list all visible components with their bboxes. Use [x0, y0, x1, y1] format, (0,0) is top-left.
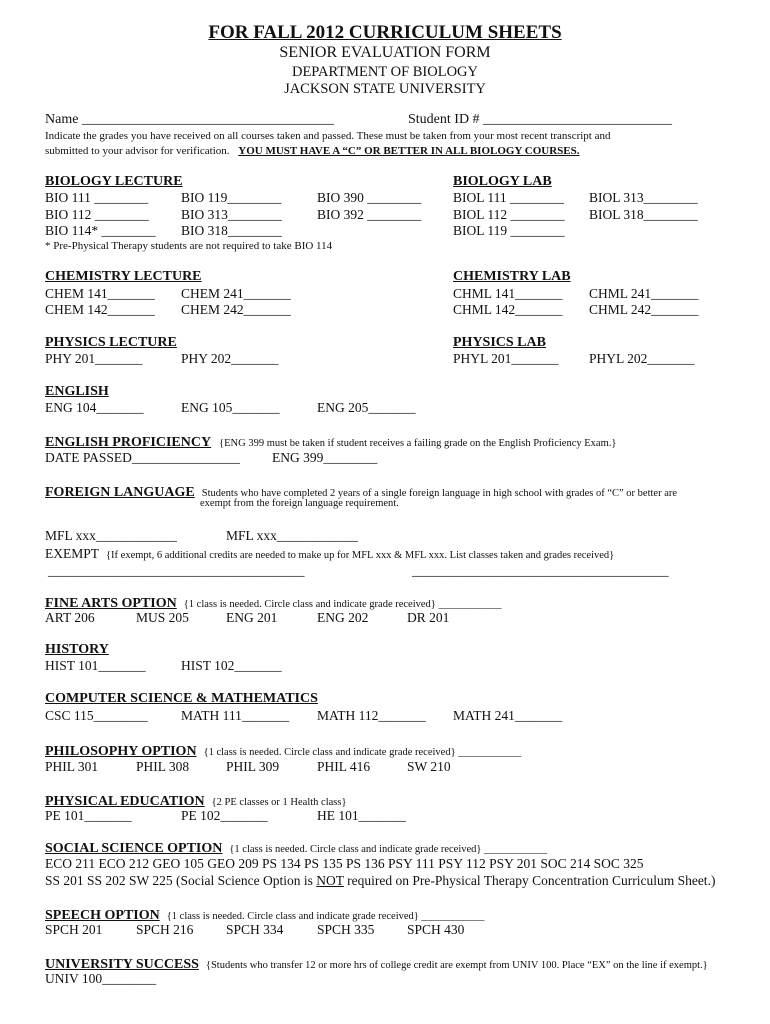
social-science-courses-1[interactable]: ECO 211 ECO 212 GEO 105 GEO 209 PS 134 PS 135 PS 136 PSY 111 PSY 112 PSY 201 SOC 214 SOC 325 — [45, 856, 644, 871]
fine-arts-note: {1 class is needed. Circle class and indicate grade received} ____________ — [183, 599, 502, 610]
math-111[interactable]: MATH 111_______ — [181, 708, 290, 723]
chml-142[interactable]: CHML 142_______ — [453, 302, 563, 317]
eng-202[interactable]: ENG 202 — [317, 610, 369, 625]
philosophy-row — [45, 742, 521, 760]
chem-141[interactable]: CHEM 141_______ — [45, 286, 155, 301]
spch-201[interactable]: SPCH 201 — [45, 922, 103, 937]
instructions-emphasis: YOU MUST HAVE A “C” OR BETTER IN ALL BIOLOGY COURSES. — [238, 145, 580, 157]
mfl-1[interactable]: MFL xxx____________ — [45, 528, 177, 543]
english-proficiency-row — [45, 433, 616, 451]
pe-heading: PHYSICAL EDUCATION — [45, 794, 205, 809]
eng-205[interactable]: ENG 205_______ — [317, 400, 416, 415]
csm-heading: COMPUTER SCIENCE & MATHEMATICS — [45, 691, 318, 706]
history-heading: HISTORY — [45, 642, 109, 657]
instructions-text: submitted to your advisor for verification. — [45, 145, 230, 157]
spch-216[interactable]: SPCH 216 — [136, 922, 194, 937]
eng-201[interactable]: ENG 201 — [226, 610, 278, 625]
phy-201[interactable]: PHY 201_______ — [45, 351, 143, 366]
biology-footnote: * Pre-Physical Therapy students are not required to take BIO 114 — [45, 240, 333, 252]
chml-141[interactable]: CHML 141_______ — [453, 286, 563, 301]
chml-241[interactable]: CHML 241_______ — [589, 286, 699, 301]
bio-119[interactable]: BIO 119________ — [181, 190, 282, 205]
art-206[interactable]: ART 206 — [45, 610, 95, 625]
exempt-row — [45, 545, 614, 563]
bio-114[interactable]: BIO 114* ________ — [45, 223, 156, 238]
dr-201[interactable]: DR 201 — [407, 610, 450, 625]
eng-105[interactable]: ENG 105_______ — [181, 400, 280, 415]
phy-202[interactable]: PHY 202_______ — [181, 351, 279, 366]
bio-390[interactable]: BIO 390 ________ — [317, 190, 422, 205]
social-science-courses-2a: SS 201 SS 202 SW 225 (Social Science Option is — [45, 873, 313, 888]
physics-lecture-heading: PHYSICS LECTURE — [45, 335, 177, 350]
university-success-heading: UNIVERSITY SUCCESS — [45, 957, 199, 972]
form-subtitle: SENIOR EVALUATION FORM — [279, 44, 491, 61]
instructions-line-1: Indicate the grades you have received on all courses taken and passed. These must be taken from your most recent transcript and — [45, 130, 611, 142]
not-emphasis: NOT — [316, 873, 344, 888]
biol-313[interactable]: BIOL 313________ — [589, 190, 698, 205]
philosophy-heading: PHILOSOPHY OPTION — [45, 744, 197, 759]
hist-102[interactable]: HIST 102_______ — [181, 658, 282, 673]
mus-205[interactable]: MUS 205 — [136, 610, 189, 625]
foreign-language-note: Students who have completed 2 years of a single foreign language in high school with grades of “C” or better are — [201, 488, 678, 499]
math-241[interactable]: MATH 241_______ — [453, 708, 563, 723]
page-title: FOR FALL 2012 CURRICULUM SHEETS — [208, 22, 562, 43]
phil-416[interactable]: PHIL 416 — [317, 759, 371, 774]
speech-heading: SPEECH OPTION — [45, 908, 160, 923]
university-name: JACKSON STATE UNIVERSITY — [284, 81, 486, 97]
phil-309[interactable]: PHIL 309 — [226, 759, 280, 774]
student-id-field[interactable]: Student ID # ___________________________ — [408, 112, 673, 127]
social-science-courses-2[interactable] — [45, 873, 715, 889]
eng-399[interactable]: ENG 399________ — [272, 450, 378, 465]
university-success-note: {Students who transfer 12 or more hrs of college credit are exempt from UNIV 100. Place “EX” on the line if exempt.} — [205, 960, 708, 971]
social-science-row — [45, 839, 547, 857]
pe-101[interactable]: PE 101_______ — [45, 808, 132, 823]
exempt-note: {If exempt, 6 additional credits are needed to make up for MFL xxx & MFL xxx. List classes taken and grades received} — [106, 550, 615, 561]
univ-100[interactable]: UNIV 100________ — [45, 971, 157, 986]
biology-lecture-heading: BIOLOGY LECTURE — [45, 174, 183, 189]
biol-318[interactable]: BIOL 318________ — [589, 207, 698, 222]
hist-101[interactable]: HIST 101_______ — [45, 658, 146, 673]
chem-242[interactable]: CHEM 242_______ — [181, 302, 291, 317]
csc-115[interactable]: CSC 115________ — [45, 708, 148, 723]
exempt-line-right[interactable]: ______________________________________ — [412, 563, 669, 578]
bio-392[interactable]: BIO 392 ________ — [317, 207, 422, 222]
instructions-line-2 — [45, 145, 579, 157]
spch-430[interactable]: SPCH 430 — [407, 922, 465, 937]
english-proficiency-note: {ENG 399 must be taken if student receives a failing grade on the English Proficiency Exam.} — [219, 438, 617, 449]
english-proficiency-heading: ENGLISH PROFICIENCY — [45, 435, 212, 450]
bio-318[interactable]: BIO 318________ — [181, 223, 282, 238]
biology-lab-heading: BIOLOGY LAB — [453, 174, 552, 189]
mfl-2[interactable]: MFL xxx____________ — [226, 528, 358, 543]
pe-102[interactable]: PE 102_______ — [181, 808, 268, 823]
physics-lab-heading: PHYSICS LAB — [453, 335, 546, 350]
chemistry-lecture-heading: CHEMISTRY LECTURE — [45, 269, 202, 284]
chemistry-lab-heading: CHEMISTRY LAB — [453, 269, 571, 284]
name-field[interactable]: Name ____________________________________ — [45, 112, 334, 127]
phyl-201[interactable]: PHYL 201_______ — [453, 351, 559, 366]
sw-210[interactable]: SW 210 — [407, 759, 451, 774]
spch-335[interactable]: SPCH 335 — [317, 922, 375, 937]
social-science-courses-2c: required on Pre-Physical Therapy Concentration Curriculum Sheet.) — [347, 873, 716, 888]
chml-242[interactable]: CHML 242_______ — [589, 302, 699, 317]
foreign-language-heading: FOREIGN LANGUAGE — [45, 485, 195, 500]
social-science-note: {1 class is needed. Circle class and indicate grade received} ____________ — [229, 844, 548, 855]
biol-111[interactable]: BIOL 111 ________ — [453, 190, 564, 205]
chem-142[interactable]: CHEM 142_______ — [45, 302, 155, 317]
philosophy-note: {1 class is needed. Circle class and indicate grade received} ____________ — [203, 747, 522, 758]
bio-112[interactable]: BIO 112 ________ — [45, 207, 149, 222]
english-heading: ENGLISH — [45, 384, 109, 399]
phyl-202[interactable]: PHYL 202_______ — [589, 351, 695, 366]
pe-note: {2 PE classes or 1 Health class} — [211, 797, 347, 808]
exempt-line-left[interactable]: ______________________________________ — [48, 563, 305, 578]
date-passed-field[interactable]: DATE PASSED________________ — [45, 450, 240, 465]
social-science-heading: SOCIAL SCIENCE OPTION — [45, 841, 223, 856]
bio-111[interactable]: BIO 111 ________ — [45, 190, 149, 205]
math-112[interactable]: MATH 112_______ — [317, 708, 426, 723]
biol-112[interactable]: BIOL 112 ________ — [453, 207, 565, 222]
department-name: DEPARTMENT OF BIOLOGY — [291, 64, 479, 80]
he-101[interactable]: HE 101_______ — [317, 808, 406, 823]
phil-308[interactable]: PHIL 308 — [136, 759, 190, 774]
chem-241[interactable]: CHEM 241_______ — [181, 286, 291, 301]
spch-334[interactable]: SPCH 334 — [226, 922, 284, 937]
fine-arts-heading: FINE ARTS OPTION — [45, 596, 177, 611]
bio-313[interactable]: BIO 313________ — [181, 207, 282, 222]
biol-119[interactable]: BIOL 119 ________ — [453, 223, 565, 238]
exempt-label: EXEMPT — [45, 546, 99, 561]
eng-104[interactable]: ENG 104_______ — [45, 400, 144, 415]
speech-note: {1 class is needed. Circle class and indicate grade received} ____________ — [166, 911, 485, 922]
foreign-language-note-2: exempt from the foreign language requirement. — [200, 498, 399, 509]
phil-301[interactable]: PHIL 301 — [45, 759, 99, 774]
